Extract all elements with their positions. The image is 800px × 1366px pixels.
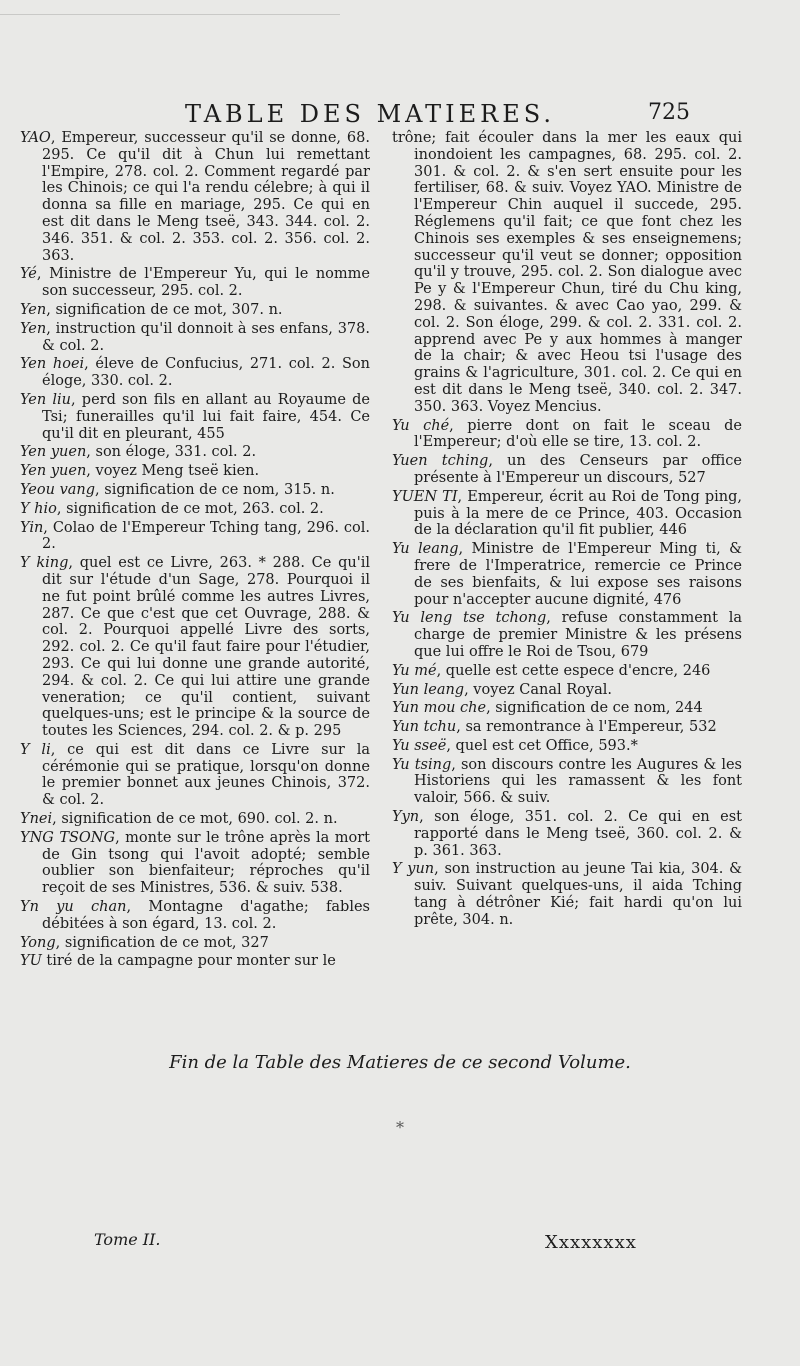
- entry-head: YNG TSONG: [20, 829, 116, 846]
- entry-text: , refuse constamment la charge de premier Ministre & les présens que lui offre le Roi de Tsou, 679: [414, 610, 742, 660]
- index-entry: [392, 738, 742, 755]
- entry-head: Y king: [20, 555, 69, 572]
- index-entry: [20, 830, 370, 897]
- entry-head: Yen liu: [20, 391, 72, 408]
- entry-head: Yen hoei: [20, 356, 85, 373]
- ornament-icon: *: [396, 1118, 404, 1137]
- page-number: 725: [648, 100, 690, 125]
- index-entry: [392, 663, 742, 680]
- entry-head: Yu leng tse tchong: [392, 610, 547, 627]
- signature-mark: Xxxxxxxx: [545, 1232, 637, 1253]
- index-entry: [392, 610, 742, 660]
- entry-head: Y hio: [20, 500, 57, 517]
- entry-head: Yu tsing: [392, 756, 452, 773]
- left-column: [20, 130, 370, 972]
- entry-text: , éleve de Confucius, 271. col. 2. Son éloge, 330. col. 2.: [42, 356, 370, 390]
- entry-head: Yé: [20, 266, 37, 283]
- entry-head: YU: [20, 953, 42, 970]
- entry-text: , son discours contre les Augures & les Historiens qui les ramassent & les font valoir, 566. & suiv.: [414, 756, 742, 807]
- entry-head: Yong: [20, 934, 56, 951]
- index-entry: [392, 682, 742, 699]
- entry-text: , voyez Canal Royal.: [464, 681, 612, 698]
- index-entry: [392, 700, 742, 717]
- entry-head: Y yun: [392, 861, 435, 878]
- index-entry: [392, 418, 742, 452]
- entry-text: , voyez Meng tseë kien.: [86, 463, 260, 480]
- entry-text: tiré de la campagne pour monter sur le: [41, 953, 336, 970]
- right-column: [392, 130, 742, 931]
- index-entry: [20, 501, 370, 518]
- index-entry: [392, 130, 742, 416]
- entry-head: Yun mou che: [392, 700, 487, 717]
- entry-text: , sa remontrance à l'Empereur, 532: [456, 719, 717, 736]
- entry-text: , Montagne d'agathe; fables débitées à son égard, 13. col. 2.: [42, 899, 370, 932]
- index-entry: [392, 453, 742, 487]
- index-entry: [392, 809, 742, 859]
- entry-text: , Colao de l'Empereur Tching tang, 296. col. 2.: [42, 519, 370, 553]
- entry-head: Yn yu chan: [20, 899, 127, 916]
- entry-head: Yyn: [392, 809, 420, 826]
- entry-text: , quel est cet Office, 593.*: [446, 737, 638, 754]
- entry-text: , signification de ce nom, 315. n.: [95, 481, 335, 498]
- entry-text: , Ministre de l'Empereur Yu, qui le nomme son successeur, 295. col. 2.: [36, 266, 370, 300]
- entry-text: , signification de ce mot, 327: [55, 934, 269, 951]
- entry-head: Yen: [20, 301, 47, 318]
- entry-head: Yu sseë: [392, 737, 447, 754]
- index-entry: [20, 130, 370, 264]
- entry-head: Yun tchu: [392, 719, 457, 736]
- index-entry: [20, 463, 370, 480]
- entry-text: , un des Censeurs par office présente à l'Empereur un discours, 527: [414, 453, 742, 486]
- index-entry: [392, 489, 742, 539]
- entry-text: , pierre dont on fait le sceau de l'Empereur; d'où elle se tire, 13. col. 2.: [414, 417, 742, 451]
- index-entry: [392, 861, 742, 928]
- entry-text: , son éloge, 331. col. 2.: [86, 444, 257, 461]
- entry-text: , Ministre de l'Empereur Ming ti, & frere de l'Imperatrice, remercie ce Prince de ses bienfaits, & lui expose ses raisons pour n'accepter aucune dignité, 476: [414, 541, 743, 608]
- entry-head: Yin: [20, 519, 44, 536]
- page-title: TABLE DES MATIERES.: [185, 100, 555, 128]
- entry-text: , signification de ce mot, 263. col. 2.: [56, 500, 324, 517]
- entry-head: Yen yuen: [20, 444, 87, 461]
- entry-text: , signification de ce nom, 244: [486, 700, 703, 717]
- entry-text: , quel est ce Livre, 263. * 288. Ce qu'il dit sur l'étude d'un Sage, 278. Pourquoi il ne fut point brûlé comme les autres Livres, 287. Ce que c'est que cet Ouvrage, 288. & col. 2. Pourquoi appellé Livre des sorts, 292. col. 2. Ce qu'il faut faire pour l'étudier, 293. Ce qui lui donne une grande autorité, 294. & col. 2. Ce qui lui attire une grande veneration; ce qu'il contient, suivant quelques-uns; est le principe & la source de toutes les Sciences, 294. col. 2. & p. 295: [42, 555, 370, 740]
- index-entry: [20, 811, 370, 828]
- entry-head: Yen: [20, 320, 47, 337]
- entry-text: , instruction qu'il donnoit à ses enfans, 378. & col. 2.: [42, 320, 370, 354]
- entry-head: Yu leang: [392, 541, 459, 558]
- entry-head: Yen yuen: [20, 463, 87, 480]
- entry-text: , son éloge, 351. col. 2. Ce qui en est rapporté dans le Meng tseë, 360. col. 2. & p. 361. 363.: [414, 809, 742, 859]
- index-entry: [20, 899, 370, 933]
- entry-text: trône; fait écouler dans la mer les eaux qui inondoient les campagnes, 68. 295. col. 2. 301. & col. 2. & s'en sert ensuite pour les fertiliser, 68. & suiv. Voyez YAO. Ministre de l'Empereur Chin auquel il succede, 295. Réglemens qu'il fait; ce que font chez les Chinois ses exemples & ses enseignemens; successeur qu'il veut se donner; opposition qu'il y trouve, 295. col. 2. Son dialogue avec Pe y & l'Empereur Chun, tiré du Chu king, 298. & suivantes. & avec Cao yao, 299. & col. 2. Son éloge, 299. & col. 2. 331. col. 2. apprend avec Pe y aux hommes à manger de la chair; & avec Heou tsi l'usage des grains & l'agriculture, 301. col. 2. Ce qui en est dit dans le Meng tseë, 340. col. 2. 347. 350. 363. Voyez Mencius.: [392, 130, 742, 415]
- entry-head: Yu mé: [392, 662, 437, 679]
- index-entry: [20, 482, 370, 499]
- entry-text: , Empereur, successeur qu'il se donne, 68. 295. Ce qu'il dit à Chun lui remettant l'Empire, 278. col. 2. Comment regardé par les Chinois; ce qui l'a rendu célebre; à qui il donna sa fille en mariage, 295. Ce qui en est dit dans le Meng tseë, 343. 344. col. 2. 346. 351. & col. 2. 353. col. 2. 356. col. 2. 363.: [42, 130, 370, 264]
- entry-head: Ynei: [20, 811, 53, 828]
- closing-line: Fin de la Table des Matieres de ce second Volume.: [169, 1052, 631, 1073]
- index-entry: [20, 935, 370, 952]
- entry-text: , monte sur le trône après la mort de Gin tsong qui l'avoit adopté; semble oublier son bienfaiteur; réproches qu'il reçoit de ses Ministres, 536. & suiv. 538.: [42, 829, 371, 897]
- index-entry: [20, 356, 370, 390]
- entry-head: Yun leang: [392, 681, 465, 698]
- entry-head: Y li: [20, 741, 51, 758]
- tome-label: Tome II.: [94, 1230, 161, 1249]
- entry-head: Yuen tching: [392, 453, 489, 470]
- entry-text: , signification de ce mot, 307. n.: [46, 301, 283, 318]
- entry-head: Yu ché: [392, 417, 450, 434]
- index-entry: [20, 302, 370, 319]
- index-entry: [20, 742, 370, 809]
- entry-text: , signification de ce mot, 690. col. 2. n.: [52, 811, 338, 828]
- entry-text: , quelle est cette espece d'encre, 246: [436, 662, 711, 679]
- index-entry: [20, 392, 370, 442]
- index-entry: [20, 321, 370, 355]
- entry-text: , perd son fils en allant au Royaume de Tsi; funerailles qu'il lui fait faire, 454. Ce qu'il dit en pleurant, 455: [42, 391, 370, 442]
- index-entry: [20, 266, 370, 300]
- index-entry: [392, 719, 742, 736]
- entry-text: , Empereur, écrit au Roi de Tong ping, puis à la mere de ce Prince, 403. Occasion de la déclaration qu'il fit publier, 446: [414, 488, 742, 539]
- index-entry: [392, 757, 742, 807]
- index-entry: [20, 555, 370, 740]
- entry-head: Yeou vang: [20, 481, 96, 498]
- index-entry: [392, 541, 742, 608]
- index-entry: [20, 520, 370, 554]
- entry-head: YAO: [20, 130, 51, 146]
- index-entry: [20, 444, 370, 461]
- index-entry: [20, 953, 370, 970]
- scan-edge-line: [0, 14, 340, 15]
- entry-text: , son instruction au jeune Tai kia, 304. & suiv. Suivant quelques-uns, il aida Tching tang à détrôner Kié; fait hardi qu'on lui prête, 304. n.: [414, 861, 742, 928]
- entry-head: YUEN TI: [392, 488, 458, 505]
- entry-text: , ce qui est dit dans ce Livre sur la cérémonie qui se pratique, lorsqu'on donne le premier bonnet aux jeunes Chinois, 372. & col. 2.: [42, 741, 370, 809]
